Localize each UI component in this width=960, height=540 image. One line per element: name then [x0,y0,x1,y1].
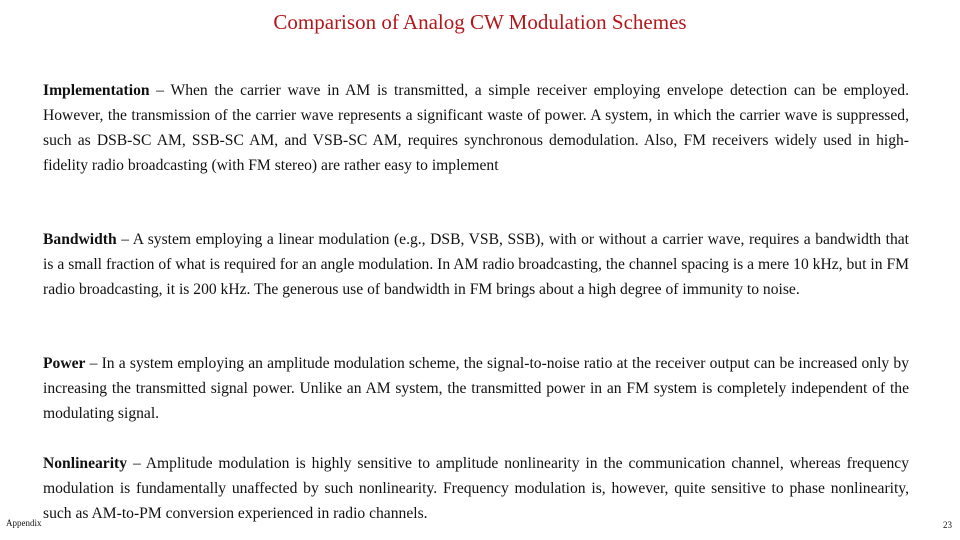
footer-appendix-label: Appendix [6,518,42,528]
implementation-term: Implementation [43,82,150,99]
power-paragraph [43,351,909,426]
nonlinearity-term: Nonlinearity [43,455,128,472]
slide-title: Comparison of Analog CW Modulation Schemes [273,10,687,34]
implementation-text: – When the carrier wave in AM is transmitted, a simple receiver employing envelope detection can be employed. However, the transmission of the carrier wave represents a significant waste of power. A system, in which the carrier wave is suppressed, such as DSB-SC AM, SSB-SC AM, and VSB-SC AM, requires synchronous demodulation. Also, FM receivers widely used in high-fidelity radio broadcasting (with FM stereo) are rather easy to implement [43,82,909,174]
bandwidth-paragraph [43,227,909,302]
power-text: – In a system employing an amplitude modulation scheme, the signal-to-noise ratio at the receiver output can be increased only by increasing the transmitted signal power. Unlike an AM system, the transmitted power in an FM system is completely independent of the modulating signal. [43,355,909,422]
page-number: 23 [943,520,952,530]
bandwidth-term: Bandwidth [43,231,117,248]
nonlinearity-text: – Amplitude modulation is highly sensitive to amplitude nonlinearity in the communication channel, whereas frequency modulation is fundamentally unaffected by such nonlinearity. Frequency modulation is, however, quite sensitive to phase nonlinearity, such as AM-to-PM conversion experienced in radio channels. [43,455,909,522]
nonlinearity-paragraph [43,451,909,526]
power-term: Power [43,355,86,372]
bandwidth-text: – A system employing a linear modulation (e.g., DSB, VSB, SSB), with or without a carrier wave, requires a bandwidth that is a small fraction of what is required for an angle modulation. In AM radio broadcasting, the channel spacing is a mere 10 kHz, but in FM radio broadcasting, it is 200 kHz. The generous use of bandwidth in FM brings about a high degree of immunity to noise. [43,231,909,298]
implementation-paragraph [43,78,909,178]
